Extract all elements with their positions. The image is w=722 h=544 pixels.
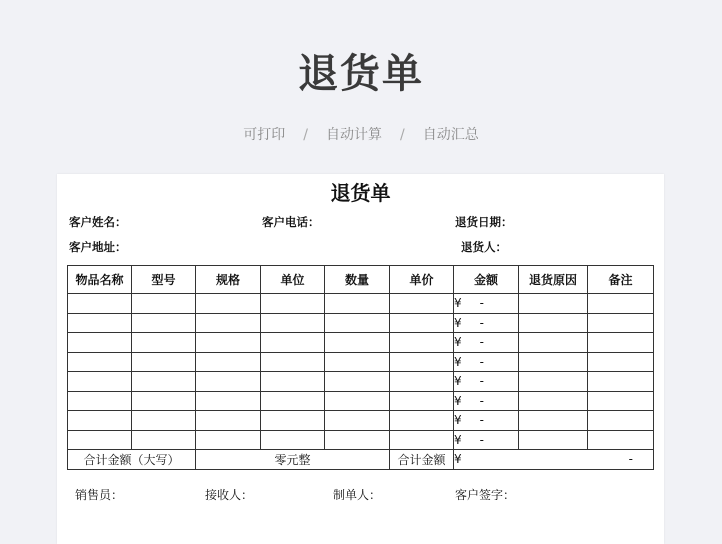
amount-cell[interactable] [454,430,519,450]
table-cell[interactable] [325,372,390,392]
tag-auto-calc: 自动计算 [326,127,382,143]
amount-cell[interactable] [454,411,519,431]
table-cell[interactable] [519,411,588,431]
table-cell[interactable] [519,391,588,411]
amount-cell[interactable] [454,352,519,372]
table-cell[interactable] [519,430,588,450]
total-row [68,450,654,470]
total-amount-label: 合计金额 [390,450,454,470]
table-cell[interactable] [588,391,654,411]
table-cell[interactable] [588,411,654,431]
amount-value: - [479,413,484,428]
return-form-sheet [57,174,664,544]
col-header-unit-price: 单价 [390,266,454,294]
amount-cell[interactable] [454,294,519,314]
table-cell[interactable] [132,411,196,431]
amount-value: - [479,374,484,389]
col-header-amount: 金额 [454,266,519,294]
table-cell[interactable] [588,294,654,314]
table-cell[interactable] [261,294,325,314]
amount-value: - [479,296,484,311]
table-cell[interactable] [132,391,196,411]
table-cell[interactable] [68,372,132,392]
currency-symbol: ¥ [454,296,462,311]
table-header-row [68,266,654,294]
table-cell[interactable] [132,430,196,450]
tag-separator: / [400,127,405,143]
return-items-table [67,265,654,470]
table-cell[interactable] [588,313,654,333]
table-cell[interactable] [519,352,588,372]
table-cell[interactable] [588,372,654,392]
table-cell[interactable] [325,313,390,333]
table-row [68,352,654,372]
table-cell[interactable] [588,333,654,353]
col-header-remarks: 备注 [588,266,654,294]
table-row [68,294,654,314]
table-cell[interactable] [132,313,196,333]
currency-symbol: ¥ [454,335,462,350]
table-cell[interactable] [196,372,261,392]
tag-printable: 可打印 [243,127,286,143]
table-cell[interactable] [261,372,325,392]
table-cell[interactable] [325,411,390,431]
table-cell[interactable] [132,372,196,392]
tag-separator: / [303,127,308,143]
table-cell[interactable] [68,313,132,333]
table-row [68,333,654,353]
total-amount-cell[interactable] [454,450,654,470]
table-cell[interactable] [390,294,454,314]
customer-signature-label: 客户签字： [455,488,516,502]
total-amount-value: - [628,452,633,467]
col-header-model: 型号 [132,266,196,294]
currency-symbol: ¥ [454,393,462,408]
currency-symbol: ¥ [454,354,462,369]
amount-value: - [479,432,484,447]
table-row [68,430,654,450]
table-cell[interactable] [132,333,196,353]
table-row [68,372,654,392]
table-cell[interactable] [68,391,132,411]
table-cell[interactable] [588,352,654,372]
currency-symbol: ¥ [454,413,462,428]
table-cell[interactable] [325,391,390,411]
col-header-return-reason: 退货原因 [519,266,588,294]
table-cell[interactable] [390,411,454,431]
table-cell[interactable] [261,352,325,372]
table-cell[interactable] [390,372,454,392]
amount-value: - [479,354,484,369]
table-cell[interactable] [68,430,132,450]
table-cell[interactable] [68,411,132,431]
amount-cell[interactable] [454,391,519,411]
table-cell[interactable] [325,333,390,353]
col-header-quantity: 数量 [325,266,390,294]
table-cell[interactable] [325,352,390,372]
total-caps-label: 合计金额（大写） [68,450,196,470]
total-caps-value[interactable]: 零元整 [196,450,390,470]
amount-value: - [479,315,484,330]
amount-value: - [479,335,484,350]
table-cell[interactable] [68,333,132,353]
table-cell[interactable] [196,352,261,372]
customer-name-label: 客户姓名： [69,215,127,229]
table-cell[interactable] [132,294,196,314]
amount-cell[interactable] [454,372,519,392]
table-row [68,313,654,333]
table-cell[interactable] [68,294,132,314]
table-cell[interactable] [519,294,588,314]
table-cell[interactable] [132,352,196,372]
maker-label: 制单人： [333,488,382,502]
table-cell[interactable] [390,430,454,450]
table-cell[interactable] [325,294,390,314]
table-cell[interactable] [390,352,454,372]
receiver-label: 接收人： [205,488,254,502]
return-date-label: 退货日期： [455,215,513,229]
currency-symbol: ¥ [454,315,462,330]
feature-tags [0,124,722,144]
table-cell[interactable] [196,430,261,450]
table-cell[interactable] [390,313,454,333]
table-cell[interactable] [519,372,588,392]
returner-label: 退货人： [461,240,507,254]
table-cell[interactable] [196,313,261,333]
table-cell[interactable] [519,313,588,333]
table-cell[interactable] [261,333,325,353]
currency-symbol: ¥ [454,374,462,389]
table-cell[interactable] [196,333,261,353]
col-header-item-name: 物品名称 [68,266,132,294]
form-title: 退货单 [330,181,391,205]
table-cell[interactable] [261,391,325,411]
table-cell[interactable] [261,430,325,450]
table-cell[interactable] [261,313,325,333]
table-cell[interactable] [261,411,325,431]
col-header-unit: 单位 [261,266,325,294]
table-cell[interactable] [196,294,261,314]
col-header-spec: 规格 [196,266,261,294]
customer-address-label: 客户地址： [69,240,127,254]
table-cell[interactable] [325,430,390,450]
customer-phone-label: 客户电话： [262,215,320,229]
amount-value: - [479,393,484,408]
total-currency: ¥ [454,452,462,467]
table-cell[interactable] [196,391,261,411]
table-cell[interactable] [519,333,588,353]
hero-title: 退货单 [298,51,424,97]
salesperson-label: 销售员： [75,488,124,502]
currency-symbol: ¥ [454,432,462,447]
amount-cell[interactable] [454,313,519,333]
table-cell[interactable] [588,430,654,450]
table-cell[interactable] [196,411,261,431]
table-row [68,391,654,411]
table-cell[interactable] [390,333,454,353]
table-cell[interactable] [390,391,454,411]
table-cell[interactable] [68,352,132,372]
table-row [68,411,654,431]
amount-cell[interactable] [454,333,519,353]
tag-auto-summary: 自动汇总 [422,127,479,143]
